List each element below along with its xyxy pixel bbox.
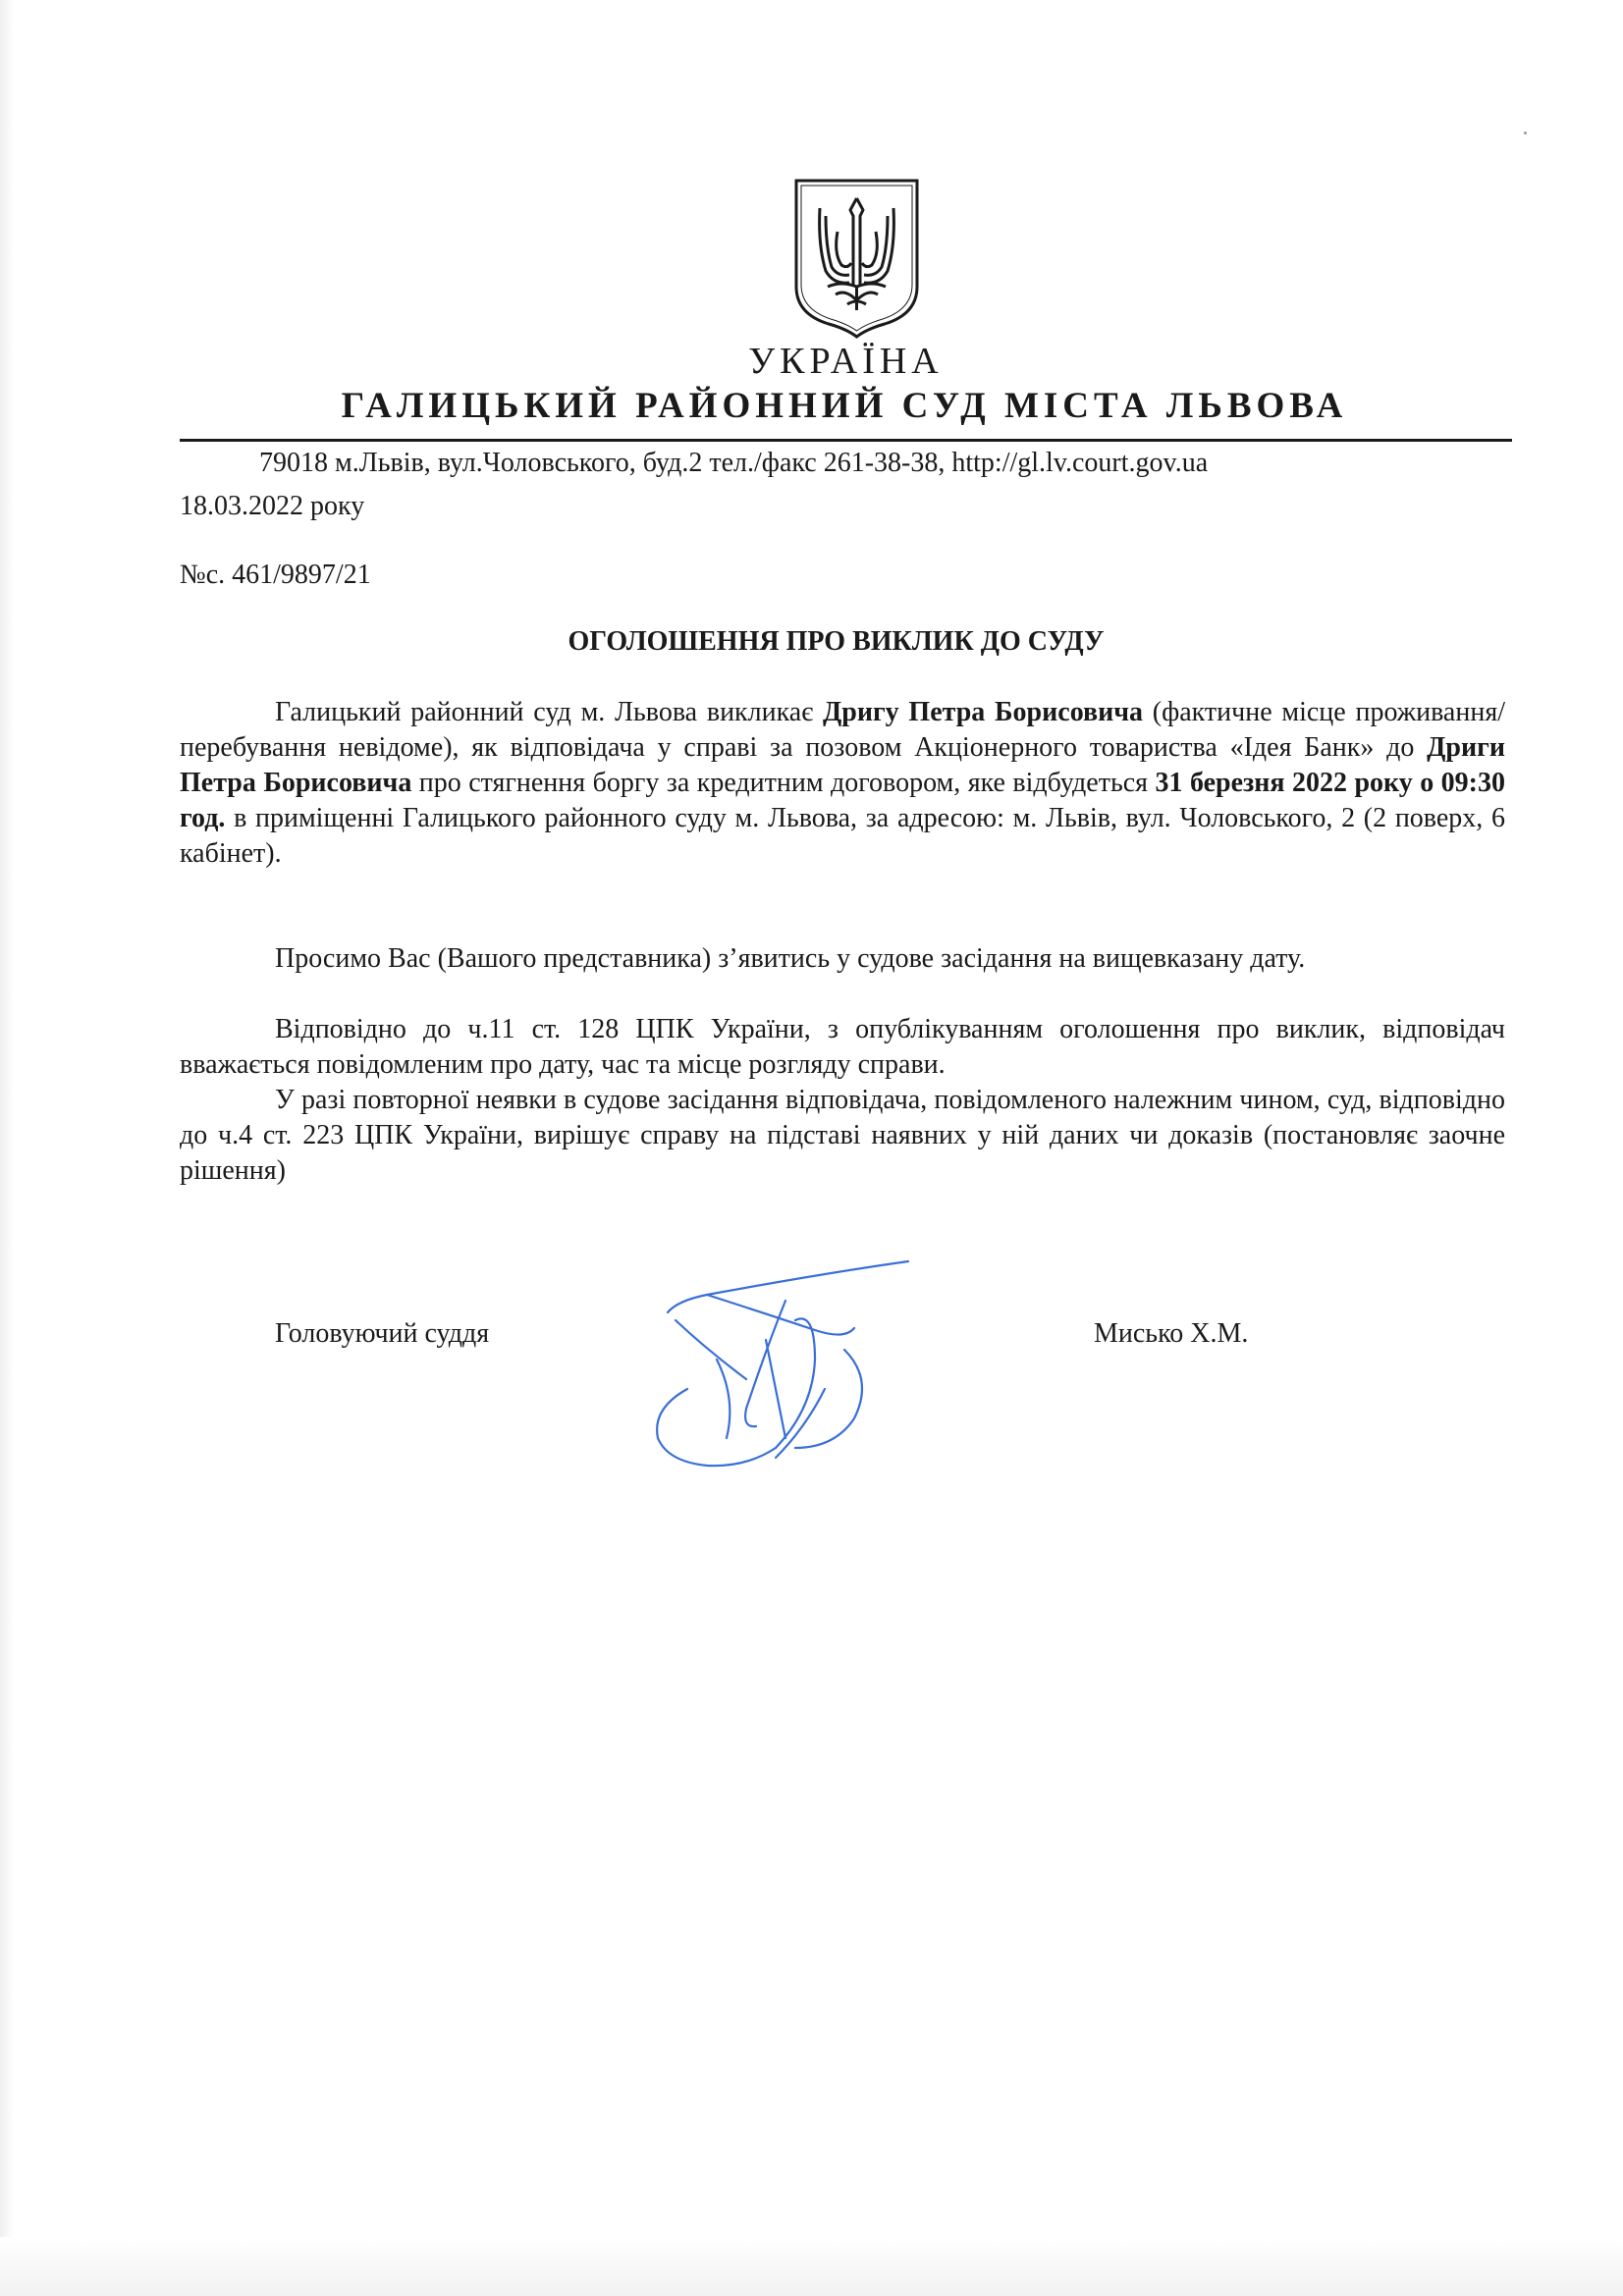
defendant-name: Дригу Петра Борисовича <box>823 697 1144 727</box>
summons-paragraph <box>180 695 1505 872</box>
signature-image <box>648 1252 913 1468</box>
judge-name: Мисько Х.М. <box>1094 1318 1249 1349</box>
paragraph-text: про стягнення боргу за кредитним договором, яке відбудеться <box>411 768 1156 798</box>
scan-speck <box>1524 132 1527 134</box>
country-name: УКРАЇНА <box>748 341 944 382</box>
coat-of-arms-icon <box>790 177 923 339</box>
court-name: ГАЛИЦЬКИЙ РАЙОННИЙ СУД МІСТА ЛЬВОВА <box>341 386 1348 426</box>
paragraph-text: (фактичне місце проживання/перебування невідоме), як відповідача у справі за позовом Акціонерного товариства «Ідея Банк» до <box>180 697 1505 763</box>
case-number: №с. 461/9897/21 <box>180 560 371 590</box>
paragraph-text: в приміщенні Галицького районного суду м. Львова, за адресою: м. Львів, вул. Чоловського, 2 (2 поверх, 6 кабінет). <box>180 803 1505 869</box>
notice-paragraph: Відповідно до ч.11 ст. 128 ЦПК України, з опублікуванням оголошення про виклик, відповідач вважається повідомленим про дату, час та місце розгляду справи. <box>180 1014 1505 1080</box>
appearance-request-paragraph: Просимо Вас (Вашого представника) з’явитись у судове засідання на вищевказану дату. <box>275 943 1306 974</box>
judge-title: Головуючий суддя <box>275 1318 490 1349</box>
defendant-name: Дриги Петра Борисовича <box>180 732 1505 798</box>
document-date: 18.03.2022 року <box>180 491 365 521</box>
document-title: ОГОЛОШЕННЯ ПРО ВИКЛИК ДО СУДУ <box>568 626 1105 657</box>
paragraph-text: Галицький районний суд м. Львова викликає <box>275 697 823 727</box>
default-judgment-paragraph: У разі повторної неявки в судове засідання відповідача, повідомленого належним чином, суд, відповідно до ч.4 ст. 223 ЦПК України, вирішує справу на підставі наявних у ній даних чи доказів (постановляє заочне рішення) <box>180 1085 1505 1186</box>
hearing-datetime: 31 березня 2022 року о 09:30 год. <box>180 768 1505 833</box>
court-address: 79018 м.Львів, вул.Чоловського, буд.2 тел./факс 261-38-38, http://gl.lv.court.gov.ua <box>259 448 1209 478</box>
scan-shadow-bottom <box>0 2237 1623 2296</box>
header-divider <box>180 439 1512 442</box>
